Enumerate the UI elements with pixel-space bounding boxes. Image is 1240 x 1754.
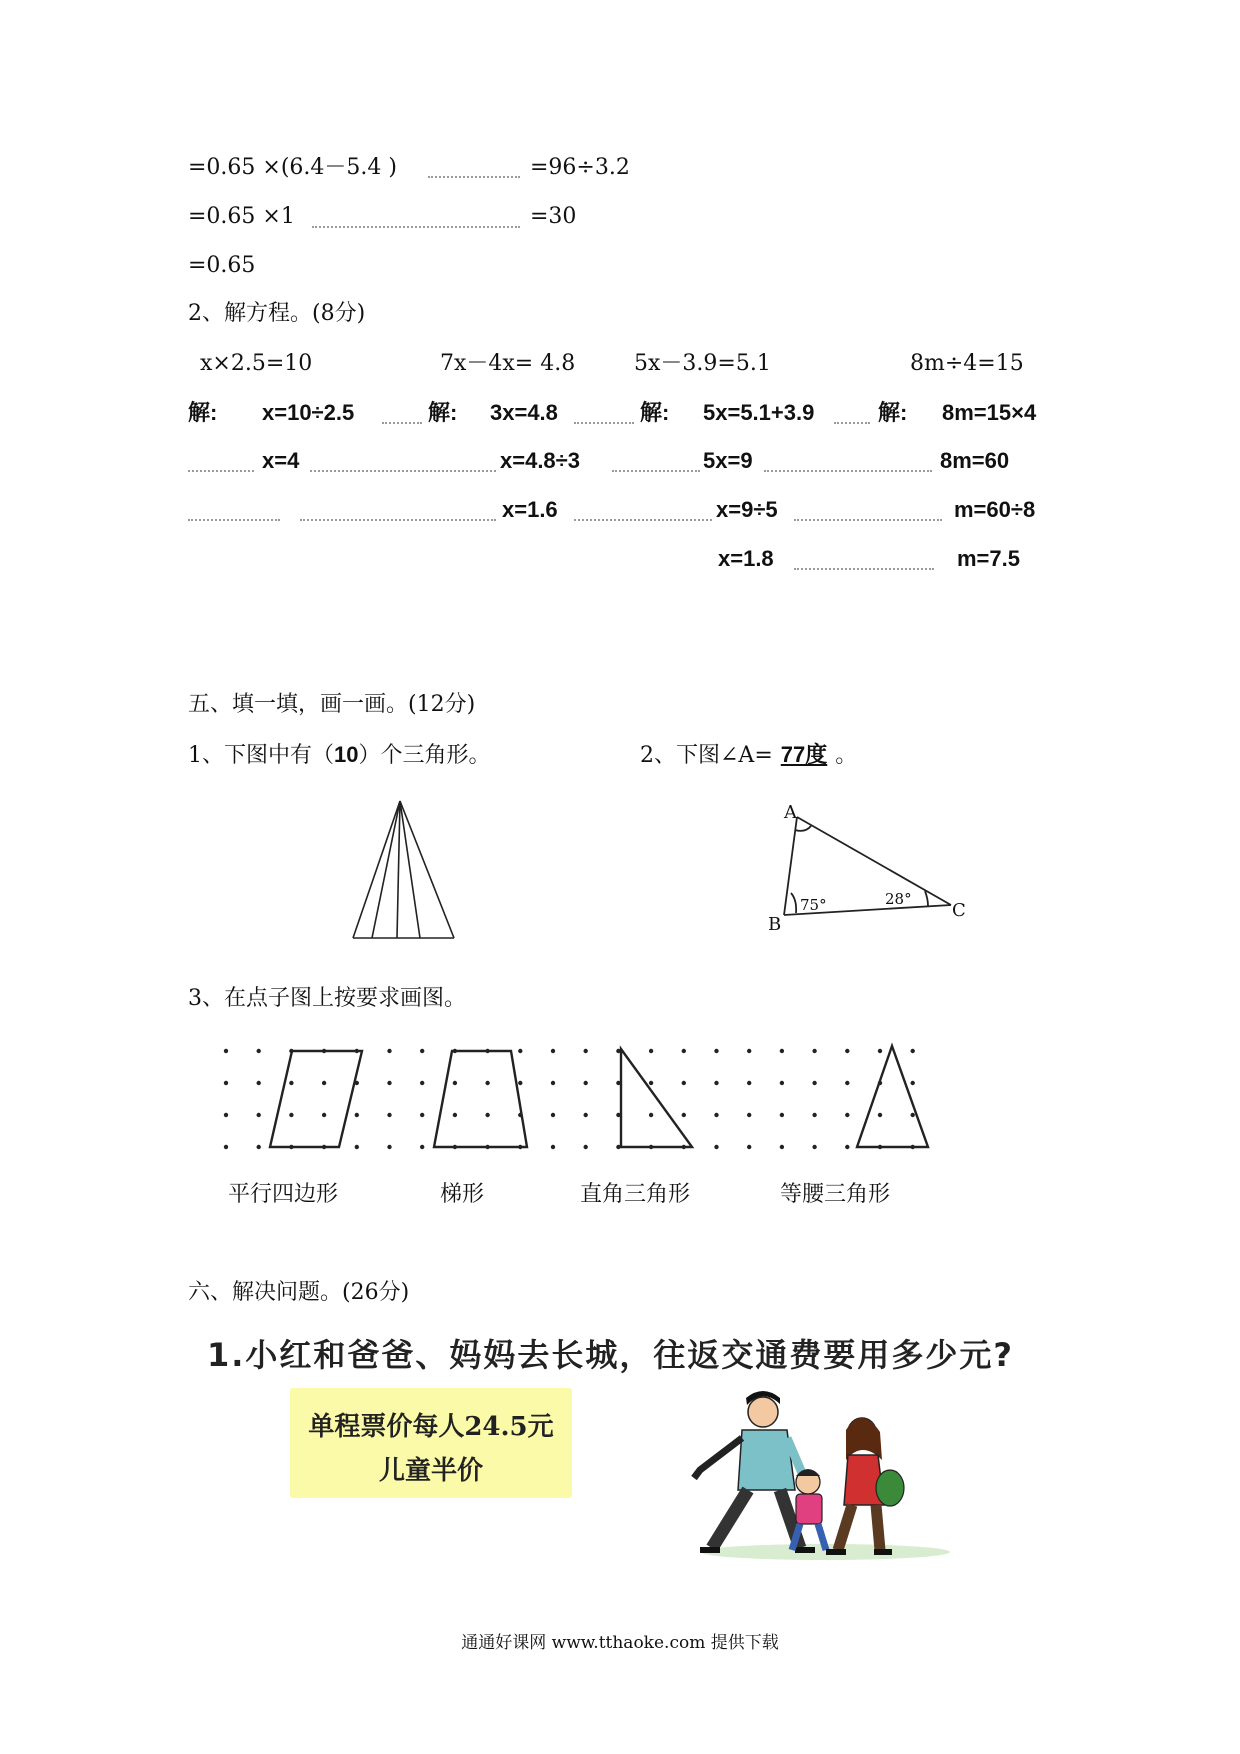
shape-label-trapezoid: 梯形 — [440, 1182, 485, 1207]
eq2-step-1: 3x=4.8 — [490, 400, 558, 425]
angle-b-label: 75° — [800, 896, 827, 914]
equation-1: x×2.5=10 — [200, 351, 313, 376]
calc-line-2a: =0.65 ×1 — [188, 204, 295, 229]
shape-label-isosceles-triangle: 等腰三角形 — [780, 1182, 891, 1207]
q2-answer: 77度 — [780, 742, 828, 767]
eq4-step-3: m=60÷8 — [954, 497, 1036, 522]
section6-header: 六、解决问题。(26分) — [188, 1280, 410, 1305]
jie-label: 解: — [428, 400, 458, 425]
angle-c-label: 28° — [885, 890, 912, 908]
jie-label: 解: — [188, 400, 218, 425]
vertex-a-label: A — [784, 802, 797, 823]
jie-label: 解: — [640, 400, 670, 425]
calc-line-3a: =0.65 — [188, 253, 256, 278]
calc-line-2b: =30 — [530, 204, 577, 229]
section5-header: 五、填一填，画一画。(12分) — [188, 692, 476, 717]
eq4-step-2: 8m=60 — [940, 448, 1010, 473]
equation-2: 7x－4x= 4.8 — [440, 351, 576, 376]
calc-line-1b: =96÷3.2 — [530, 155, 630, 180]
q2-suffix: 。 — [835, 743, 858, 768]
page-footer: 通通好课网 www.tthaoke.com 提供下载 — [461, 1633, 779, 1653]
q2-prefix: 2、下图∠A= — [640, 743, 773, 768]
equations-header: 2、解方程。(8分) — [188, 301, 366, 326]
equation-4: 8m÷4=15 — [910, 351, 1024, 376]
vertex-c-label: C — [952, 900, 966, 921]
eq3-step-2: 5x=9 — [703, 448, 753, 473]
equation-3: 5x－3.9=5.1 — [634, 351, 771, 376]
q1-prefix: 1、下图中有（ — [188, 743, 334, 768]
eq4-step-4: m=7.5 — [957, 546, 1020, 571]
notice-line-2: 儿童半价 — [378, 1456, 483, 1486]
vertex-b-label: B — [768, 914, 782, 935]
eq4-step-1: 8m=15×4 — [942, 400, 1037, 425]
eq1-step-1: x=10÷2.5 — [262, 400, 355, 425]
eq3-step-4: x=1.8 — [718, 546, 774, 571]
eq3-step-3: x=9÷5 — [716, 497, 778, 522]
eq2-step-3: x=1.6 — [502, 497, 558, 522]
shape-label-parallelogram: 平行四边形 — [228, 1182, 339, 1207]
q1-suffix: ）个三角形。 — [358, 743, 491, 768]
section5-q3: 3、在点子图上按要求画图。 — [188, 986, 466, 1011]
problem-1-question: 1.小红和爸爸、妈妈去长城，往返交通费要用多少元? — [207, 1336, 1014, 1374]
q1-answer: 10 — [334, 742, 359, 767]
calc-line-1a: =0.65 ×(6.4－5.4 ) — [188, 155, 397, 180]
eq2-step-2: x=4.8÷3 — [500, 448, 580, 473]
eq1-step-2: x=4 — [262, 448, 300, 473]
jie-label: 解: — [878, 400, 908, 425]
eq3-step-1: 5x=5.1+3.9 — [703, 400, 815, 425]
notice-line-1: 单程票价每人24.5元 — [308, 1412, 554, 1442]
shape-label-right-triangle: 直角三角形 — [580, 1182, 691, 1207]
